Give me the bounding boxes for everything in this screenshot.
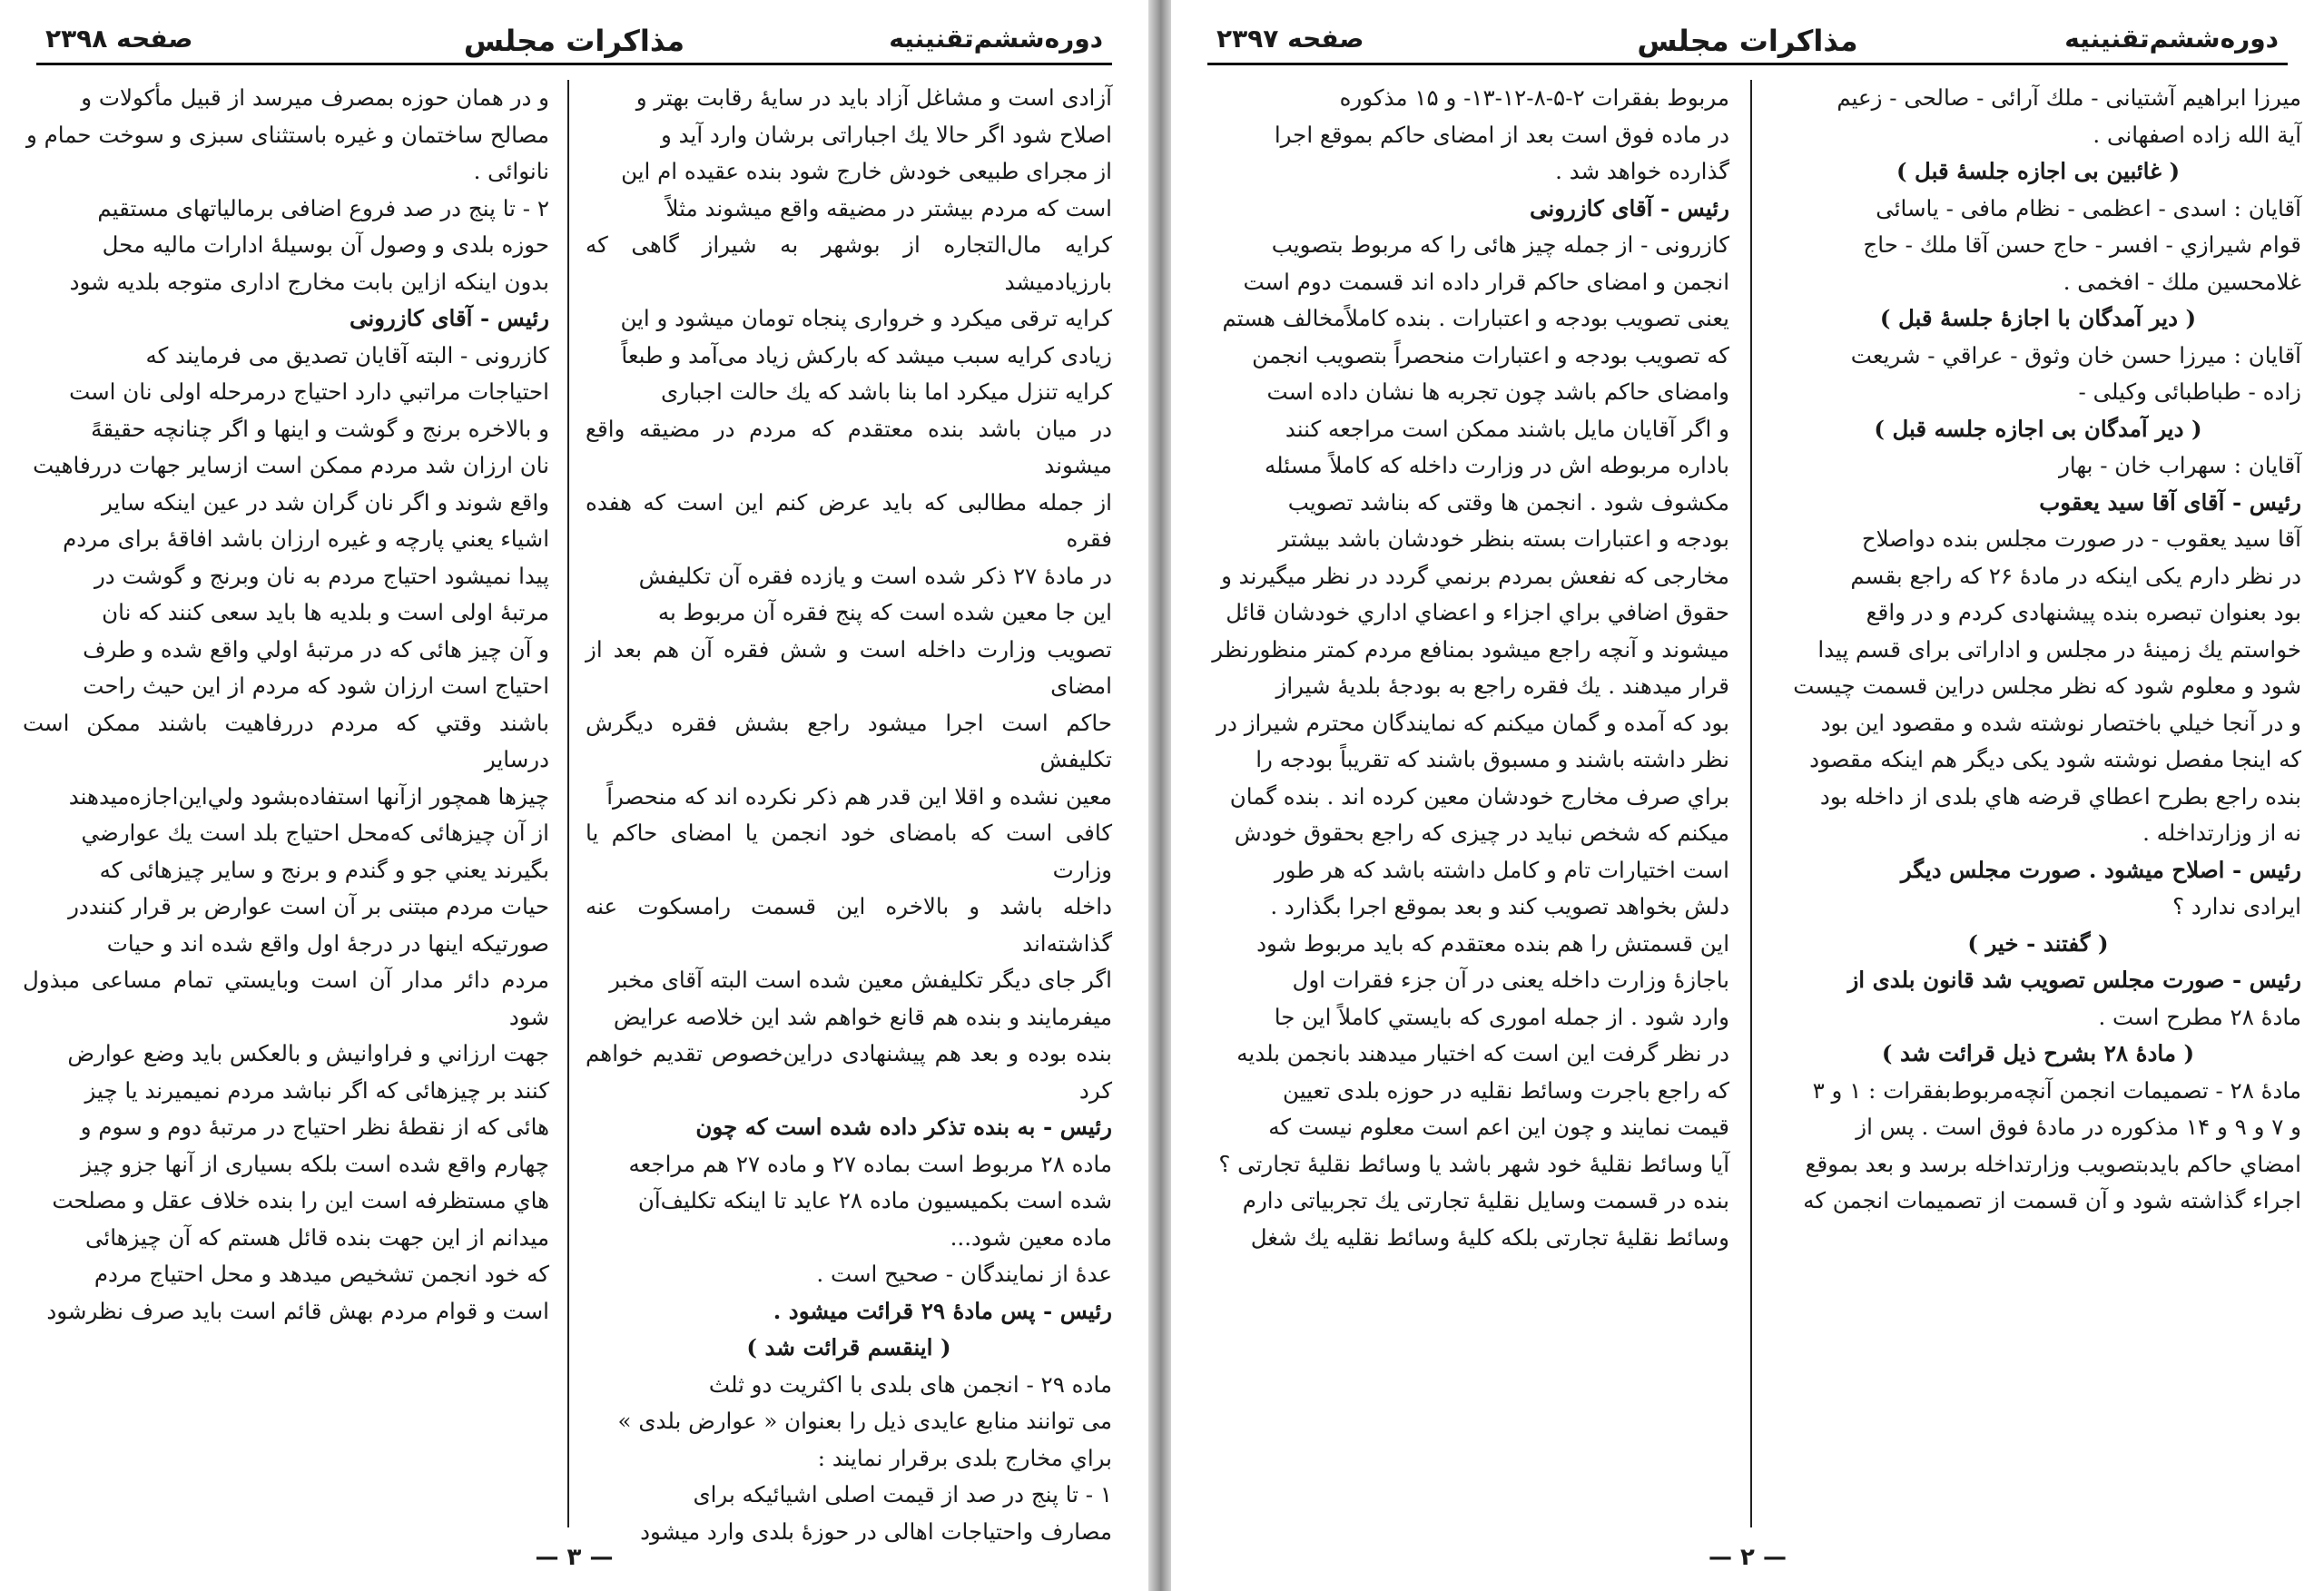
text-line: قرار میدهند . یك فقره راجع به بودجهٔ بلدیهٔ شیراز [1275, 673, 1729, 699]
text-line: بنده راجع بطرح اعطاي قرضه هاي بلدی از داخله بود [1819, 782, 2301, 810]
text-line: انجمن و امضای حاکم قرار داده اند قسمت دوم است [1243, 268, 1729, 295]
text-line: پیدا نمیشود احتیاج مردم به نان وبرنج و گوشت در [94, 562, 549, 589]
procedural-note: ( مادهٔ ۲۸ بشرح ذیل قرائت شد ) [1881, 1040, 2195, 1066]
column-divider [567, 80, 569, 1527]
text-line: است و قوام مردم بهش قائم است باید صرف نظرشود [46, 1297, 549, 1324]
text-line: خواستم یك زمینهٔ در مجلس و اداراتی برای قسم پیدا [1817, 635, 2301, 663]
book-gutter [1148, 0, 1171, 1591]
text-line: حیات مردم مبتنی بر آن است عوارض بر قرار کنند‌در [68, 893, 549, 919]
speaker-line: رئیس - آقای آقا سید یعقوب [2039, 488, 2301, 516]
text-line: زیادی کرایه سبب میشد که بارکش زیاد می‌آمد و طبعاً [621, 341, 1112, 368]
procedural-note: ( اینقسم قرائت شد ) [746, 1334, 951, 1360]
text-line: کازرونی - البته آقایان تصدیق می فرمایند که [145, 341, 549, 368]
column-divider [1750, 80, 1752, 1527]
text-line: در ماده فوق است بعد از امضای حاکم بموقع اجرا [1274, 121, 1729, 148]
text-line: باشند وقتي که مردم دررفاهیت باشند ممکن است درسایر [23, 709, 549, 772]
page-header-left [36, 20, 1112, 65]
text-line: می توانند منابع عایدی ذیل را بعنوان « عوارض بلدی » [617, 1408, 1112, 1434]
column-left [23, 80, 549, 1527]
text-line: ماده معین شود... [950, 1223, 1112, 1251]
text-line: آزادی است و مشاغل آزاد باید در سایهٔ رقابت بهتر و [635, 84, 1112, 111]
text-line: شود و معلوم شود که نظر مجلس دراین قسمت چیست [1793, 673, 2301, 699]
text-line: مادهٔ ۲۸ مطرح است . [2098, 1003, 2301, 1030]
text-line: در نظر گرفت این است که اختیار میدهند بانجمن بلدیه [1236, 1040, 1729, 1066]
text-line: این جا معین شده است که پنج فقره آن مربوط به [657, 599, 1112, 625]
page-footer: — ۳ — [535, 1544, 614, 1571]
text-line: ایرادی ندارد ؟ [2172, 893, 2301, 919]
text-line: و آن چیز هائی که در مرتبهٔ اولي واقع شده و طرف [83, 635, 549, 663]
text-line: مصالح ساختمان و غیره باستثنای سبزی و سوخت حمام و [26, 121, 549, 148]
text-line: واقع شوند و اگر نان گران شد در عین اینکه سایر [101, 488, 549, 516]
text-line: و در آنجا خیلي باختصار نوشته شده و مقصود این بود [1820, 709, 2301, 736]
text-line: زاده - طباطبائی وکیلی - [2078, 378, 2301, 405]
right-page [1171, 0, 2324, 1591]
column-left [1203, 80, 1729, 1527]
text-line: که اینجا مفصل نوشته شود یکی دیگر هم اینکه مقصود [1809, 746, 2301, 772]
text-line: در میان باشد بنده معتقدم که مردم در مضیقه واقع میشوند [586, 415, 1112, 478]
text-line: ماده ۲۹ - انجمن های بلدی با اکثریت دو ثلث [708, 1370, 1112, 1398]
text-line: در مادهٔ ۲۷ ذکر شده است و یازده فقره آن تکلیفش [638, 562, 1112, 589]
text-line: وامضای حاکم باشد چون تجربه ها نشان داده است [1266, 378, 1729, 405]
text-line: داخله باشد و بالاخره این قسمت رامسکوت عنه گذاشته‌اند [586, 893, 1112, 957]
text-line: مربوط بفقرات ۲-۵-۸-۱۲-۱۳- و ۱۵ مذکوره [1339, 84, 1729, 111]
text-line: و اگر آقایان مایل باشند ممکن است مراجعه کنند [1285, 415, 1729, 442]
text-line: کنند بر چیزهائی که اگر نباشد مردم نمیمیرند یا چیز [84, 1076, 549, 1104]
text-line: غلامحسین ملك - افخمی . [2063, 268, 2301, 295]
text-line: و ۷ و ۹ و ۱۴ مذکوره در مادهٔ فوق است . پس از [1856, 1114, 2301, 1140]
column-right [586, 80, 1112, 1545]
text-line: اشیاء یعني پارچه و غیره ارزان باشد افاقهٔ برای مردم [63, 525, 549, 552]
text-line: آیة الله زاده اصفهانی . [2093, 121, 2301, 148]
text-line: صورتیکه اینها در درجهٔ اول واقع شده اند و حیات [106, 929, 549, 957]
text-line: تصویب وزارت داخله است و شش فقره آن هم بعد از امضای [586, 635, 1112, 699]
text-line: بود که آمده و گمان میکنم که نمایندگان محترم شیراز در [1216, 709, 1729, 736]
header-rule [1207, 63, 2288, 65]
text-line: عدهٔ از نمایندگان - صحیح است . [816, 1261, 1112, 1287]
session-label: دوره‌ششم‌تقنینیه [889, 24, 1103, 54]
text-line: بود بعنوان تبصره بنده پیشنهادی کردم و در واقع [1866, 599, 2301, 625]
text-line: اجراء گذاشته شود و آن قسمت از تصمیمات انجمن که [1803, 1187, 2301, 1213]
text-line: کافی است که بامضای خود انجمن یا امضای حاکم یا وزارت [586, 820, 1112, 883]
text-line: چهارم واقع شده است بلکه بسیاری از آنها جزو چیز [81, 1150, 549, 1177]
text-line: جهت ارزاني و فراوانیش و بالعکس باید وضع عوارض [67, 1040, 549, 1066]
procedural-note: ( غائبین بی اجازه جلسهٔ قبل ) [1896, 158, 2181, 184]
page-header-right [1207, 20, 2288, 65]
text-line: میشوند و آنچه راجع میشود بمنافع مردم کمتر منظورنظر [1212, 635, 1729, 663]
text-line: کرایه مال‌التجاره از بوشهر به شیراز گاهی که بارزیادمیشد [586, 231, 1112, 295]
text-line: مصارف واحتیاجات اهالی در حوزهٔ بلدی وارد میشود [640, 1517, 1112, 1545]
text-line: بودجه و اعتبارات بسته بنظر خودشان باشد بیشتر [1278, 525, 1729, 552]
text-line: بنده بوده و بعد هم پیشنهادی دراین‌خصوص تقدیم خواهم کرد [586, 1040, 1112, 1104]
text-line: وارد شود . از جمله اموری که بایستي کاملاً این جا [1274, 1003, 1729, 1030]
text-line: میدانم از این جهت بنده قائل هستم که آن چیزهائی [84, 1223, 549, 1251]
speaker-line: رئیس - پس مادهٔ ۲۹ قرائت میشود . [773, 1297, 1112, 1324]
text-line: و بالاخره برنج و گوشت و اینها و اگر چنانچه حقیقهً [91, 415, 549, 442]
speaker-line: رئیس - به بنده تذکر داده شده است که چون [695, 1114, 1112, 1140]
speaker-line: رئیس - آقای کازرونی [349, 305, 549, 331]
procedural-note: ( دیر آمدگان بی اجازه جلسه قبل ) [1874, 415, 2202, 442]
text-line: در نظر دارم یکی اینکه در مادهٔ ۲۶ که راجع بقسم [1850, 562, 2301, 589]
text-line: مخارجی که نفعش بمردم برنمي گردد در نظر میگیرند و [1221, 562, 1729, 589]
speaker-line: رئیس - آقای کازرونی [1529, 194, 1729, 221]
text-line: آقا سید یعقوب - در صورت مجلس بنده دواصلاح [1861, 525, 2301, 552]
procedural-note: ( گفتند - خیر ) [1967, 929, 2109, 957]
page-number: صفحه ۲۳۹۷ [1216, 24, 1364, 54]
text-line: احتیاج است ارزان شود که مردم از این حیث راحت [83, 673, 549, 699]
text-line: میفرمایند و بنده هم قانع خواهم شد این خلاصه عرایض [613, 1003, 1112, 1030]
text-line: از آن چیزهائی که‌محل احتیاج بلد است یك عوارضي [81, 820, 549, 846]
speaker-line: رئیس - صورت مجلس تصویب شد قانون بلدی از [1847, 967, 2301, 993]
text-line: نان ارزان شد مردم ممکن است ازسایر جهات دررفاهیت [33, 452, 549, 478]
text-line: حوزه بلدی و وصول آن بوسیلهٔ ادارات مالیه محل [102, 231, 549, 258]
text-line: براي صرف مخارج خودشان معین کرده اند . بنده گمان [1229, 782, 1729, 810]
text-line: کرایه تنزل میکرد اما بنا باشد که یك حالت اجباری [661, 378, 1112, 405]
text-line: بدون اینکه ازاین بابت مخارج اداری متوجه بلدیه شود [69, 268, 549, 295]
text-line: ۱ - تا پنج در صد از قیمت اصلی اشیائیکه برای [693, 1481, 1112, 1508]
text-line: احتیاجات مراتبي دارد احتیاج درمرحله اولی نان است [69, 378, 549, 405]
text-line: دلش بخواهد تصویب کند و بعد بموقع اجرا بگذارد . [1270, 893, 1729, 919]
text-line: شده است بکمیسیون ماده ۲۸ عاید تا اینکه تکلیف‌آن [637, 1187, 1112, 1213]
text-line: میکنم که شخص نباید در چیزی که راجع بحقوق خودش [1234, 820, 1729, 846]
text-line: باداره مربوطه اش در وزارت داخله که کاملاً مسئله [1265, 452, 1729, 478]
text-line: کرایه ترقی میکرد و خرواری پنجاه تومان میشود و این [620, 305, 1112, 331]
text-line: است که مردم بیشتر در مضیقه واقع میشوند مثلاً [665, 194, 1112, 221]
text-line: میرزا ابراهیم آشتیانی - ملك آرائی - صالحی - زعیم [1837, 84, 2301, 111]
header-rule [36, 63, 1112, 65]
text-line: بگیرند یعني جو و گندم و برنج و سایر چیزهائی که [99, 856, 549, 883]
text-line: براي مخارج بلدی برقرار نمایند : [817, 1444, 1112, 1471]
text-line: که خود انجمن تشخیص میدهد و محل احتیاج مردم [94, 1261, 549, 1287]
text-line: از مجرای طبیعی خودش خارج شود بنده عقیده ام این [621, 158, 1112, 184]
column-right [1775, 80, 2301, 1527]
text-line: معین نشده و اقلا این قدر هم ذکر نکرده اند که منحصراً [606, 782, 1112, 810]
text-line: نه از وزارتداخله . [2142, 820, 2301, 846]
text-line: ۲ - تا پنج در صد فروع اضافی برمالیاتهای مستقیم [97, 194, 549, 221]
text-line: گذارده خواهد شد . [1555, 158, 1729, 184]
text-line: باجازهٔ وزارت داخله یعنی در آن جزء فقرات اول [1292, 967, 1729, 993]
text-line: آیا وسائط نقلیهٔ خود شهر باشد یا وسائط نقلیهٔ تجارتی ؟ [1218, 1150, 1729, 1177]
text-line: ماده ۲۸ مربوط است بماده ۲۷ و ماده ۲۷ هم مراجعه [628, 1150, 1112, 1177]
text-line: هائی که از نقطهٔ نظر احتیاج در مرتبهٔ دوم و سوم و [80, 1114, 549, 1140]
text-line: آقایان : اسدی - اعظمی - نظام مافی - یاسائی [1876, 194, 2301, 221]
text-line: وسائط نقلیهٔ تجارتی بلکه کلیهٔ وسائط نقلیه یك شغل [1250, 1223, 1729, 1251]
page-footer: — ۲ — [1709, 1544, 1787, 1571]
text-line: مادهٔ ۲۸ - تصمیمات انجمن آنچه‌مربوط‌بفقرات : ۱ و ۳ [1812, 1076, 2301, 1104]
page-title: مذاکرات مجلس [1637, 24, 1858, 58]
text-line: مکشوف شود . انجمن ها وقتی که بناشد تصویب [1287, 488, 1729, 516]
left-page [0, 0, 1148, 1591]
text-line: مرتبهٔ اولی است و بلدیه ها باید سعی کنند که نان [102, 599, 549, 625]
text-line: کازرونی - از جمله چیز هائی را که مربوط بتصویب [1271, 231, 1729, 258]
text-line: بنده در قسمت وسایل نقلیهٔ تجارتی یك تجربیاتی دارم [1242, 1187, 1729, 1213]
text-line: آقایان : سهراب خان - بهار [2059, 452, 2301, 478]
text-line: آقایان : میرزا حسن خان وثوق - عراقي - شریعت [1850, 341, 2301, 368]
text-line: حقوق اضافي براي اجزاء و اعضاي اداري خودشان قائل [1226, 599, 1729, 625]
text-line: این قسمتش را هم بنده معتقدم که باید مربوط شود [1256, 929, 1729, 957]
text-line: که تصویب بودجه و اعتبارات منحصراً بتصویب انجمن [1252, 341, 1729, 368]
speaker-line: رئیس - اصلاح میشود . صورت مجلس دیگر [1900, 856, 2301, 883]
text-line: از جمله مطالبی که باید عرض کنم این است که هفده فقره [586, 488, 1112, 552]
text-line: نانوائی . [473, 158, 549, 184]
session-label: دوره‌ششم‌تقنینیه [2064, 24, 2279, 54]
page-title: مذاکرات مجلس [463, 24, 685, 58]
text-line: حاکم است اجرا میشود راجع بشش فقره دیگرش تکلیفش [586, 709, 1112, 772]
text-line: که راجع باجرت وسائط نقلیه در حوزه بلدی تعیین [1283, 1076, 1729, 1104]
text-line: و در همان حوزه بمصرف میرسد از قبیل مأکولات و [81, 84, 549, 111]
text-line: مردم دائر مدار آن است وبایستي تمام مساعی مبذول شود [23, 967, 549, 1030]
text-line: است اختیارات تام و کامل داشته باشد که هر طور [1274, 856, 1729, 883]
text-line: یعنی تصویب بودجه و اعتبارات . بنده کاملاً‌مخالف هستم [1222, 305, 1729, 331]
text-line: چیزها همچور ازآنها استفاده‌بشود ولي‌این‌اجازه‌میدهند [68, 782, 549, 810]
text-line: نظر داشته باشند و مسبوق باشند که تقریباً بودجه را [1256, 746, 1729, 772]
text-line: اصلاح شود اگر حالا یك اجباراتی برشان وارد آید و [661, 121, 1112, 148]
text-line: قیمت نمایند و چون این اعم است معلوم نیست که [1268, 1114, 1729, 1140]
text-line: هاي مستظرفه است این را بنده خلاف عقل و مصلحت [52, 1187, 549, 1213]
procedural-note: ( دیر آمدگان با اجازهٔ جلسهٔ قبل ) [1879, 305, 2197, 331]
text-line: اگر جای دیگر تکلیفش معین شده است البته آقای مخبر [609, 967, 1112, 993]
text-line: امضاي حاکم باید‌بتصویب وزارتداخله برسد و بعد بموقع [1805, 1150, 2301, 1177]
text-line: قوام شیرازي - افسر - حاج حسن آقا ملك - حاج [1863, 231, 2301, 258]
page-number: صفحه ۲۳۹۸ [45, 24, 193, 54]
